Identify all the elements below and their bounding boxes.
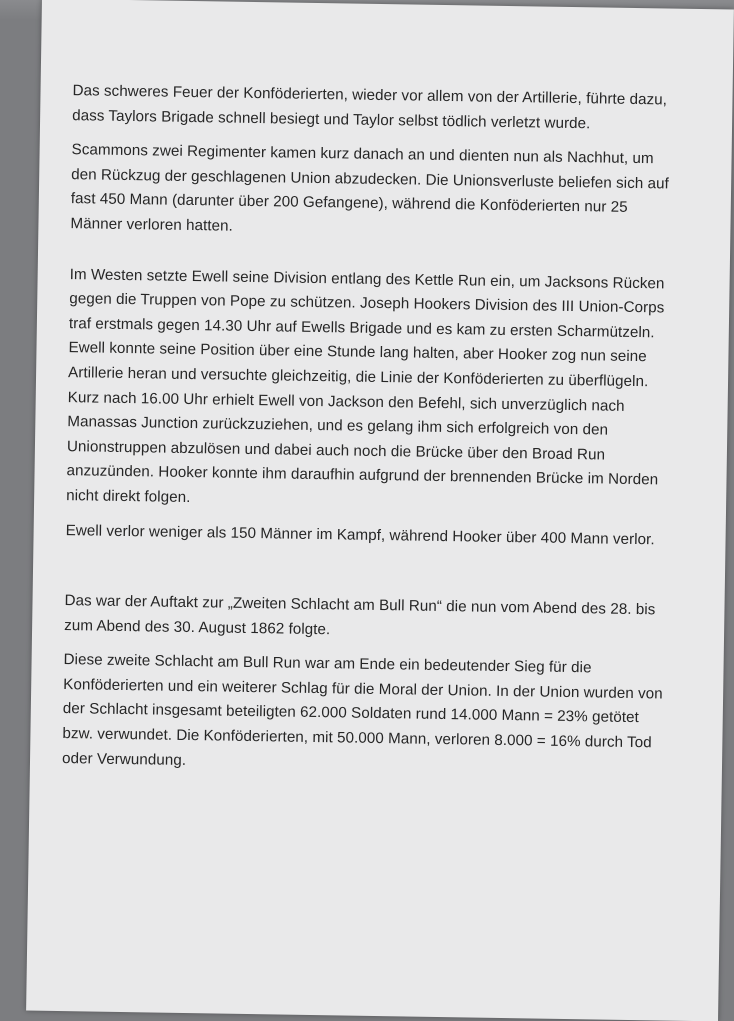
paragraph-taylor-defeat: Das schweres Feuer der Konföderierten, wieder vor allem von der Artillerie, führte dazu, dass Taylors Brigade schnell besiegt und Taylor selbst tödlich verletzt wurde. <box>72 82 668 132</box>
document-text <box>62 79 673 791</box>
paragraph-ewell-hooker: Im Westen setzte Ewell seine Division entlang des Kettle Run ein, um Jacksons Rücken gegen die Truppen von Pope zu schützen. Joseph Hookers Division des III Union-Corps traf erstmals gegen 14.30 Uhr auf Ewells Brigade und es kam zu ersten Scharmützeln. Ewell konnte seine Position über eine Stunde lang halten, aber Hooker zog nun seine Artillerie heran und versuchte gleichzeitig, die Linie der Konföderierten zu überflügeln. Kurz nach 16.00 Uhr erhielt Ewell von Jackson den Befehl, sich unverzüglich nach Manassas Junction zurückzuziehen, und es gelang ihm sich erfolgreich von den Unionstruppen abzulösen und dabei auch noch die Brücke über den Broad Run anzuzünden. Hooker konnte ihm daraufhin aufgrund der brennenden Brücke im Norden nicht direkt folgen. <box>66 265 665 506</box>
paragraph-bull-run-outcome: Diese zweite Schlacht am Bull Run war am Ende ein bedeutender Sieg für die Konföderierten und ein weiterer Schlag für die Moral der Union. In der Union wurden von der Schlacht insgesamt beteiligten 62.000 Soldaten rund 14.000 Mann = 23% getötet bzw. verwundet. Die Konföderierten, mit 50.000 Mann, verloren 8.000 = 16% durch Tod oder Verwundung. <box>61 651 663 769</box>
paragraph-scammon-losses: Scammons zwei Regimenter kamen kurz danach an und dienten nun als Nachhut, um den Rückzug der geschlagenen Union abzudecken. Die Unionsverluste beliefen sich auf fast 450 Mann (darunter über 200 Gefangene), während die Konföderierten nur 25 Männer verloren hatten. <box>70 141 669 235</box>
paragraph-ewell-losses: Ewell verlor weniger als 150 Männer im Kampf, während Hooker über 400 Mann verlor. <box>65 521 655 548</box>
paragraph-bull-run-prelude: Das war der Auftakt zur „Zweiten Schlacht am Bull Run“ die nun vom Abend des 28. bis zum Abend des 30. August 1862 folgte. <box>64 592 656 638</box>
paper-sheet <box>26 0 734 1021</box>
